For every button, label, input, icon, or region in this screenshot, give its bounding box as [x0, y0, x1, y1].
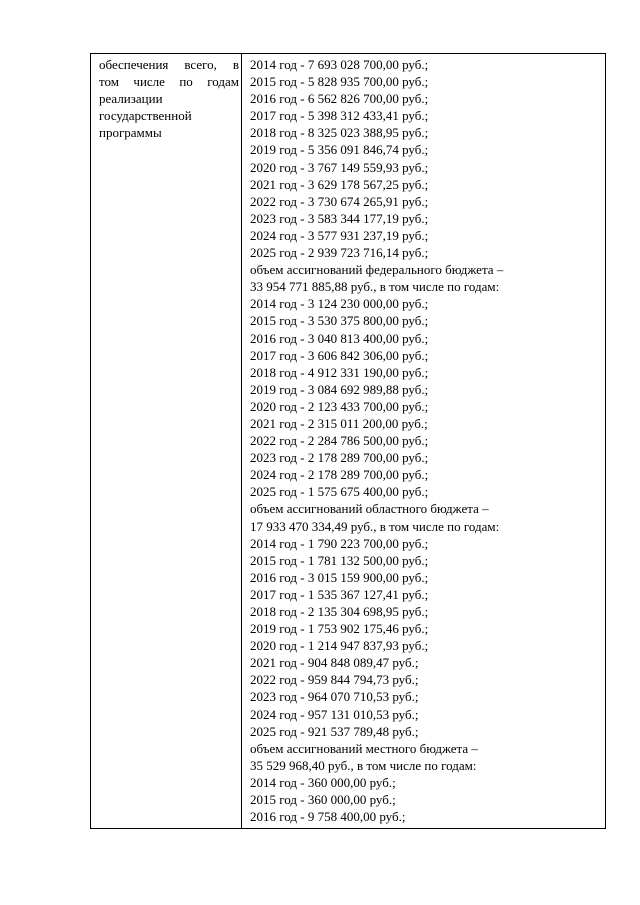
value-line: 2017 год - 1 535 367 127,41 руб.; [250, 586, 429, 602]
value-line: 2020 год - 1 214 947 837,93 руб.; [250, 638, 429, 654]
label-word: числе [133, 74, 165, 90]
value-line: 2024 год - 2 178 289 700,00 руб.; [250, 467, 429, 483]
column-divider [241, 54, 242, 828]
value-line: 2017 год - 5 398 312 433,41 руб.; [250, 108, 429, 124]
label-word: том [99, 74, 119, 90]
value-line: 2018 год - 2 135 304 698,95 руб.; [250, 604, 429, 619]
label-line [99, 56, 239, 73]
value-line: 2020 год - 3 767 149 559,93 руб.; [250, 159, 429, 175]
value-line: 2023 год - 964 070 710,53 руб.; [250, 689, 419, 705]
funding-label-cell [99, 56, 239, 141]
funding-values-cell [250, 56, 602, 825]
value-line: 2025 год - 2 939 723 716,14 руб.; [250, 245, 429, 261]
funding-table [90, 53, 606, 829]
value-line: 2016 год - 6 562 826 700,00 руб.; [250, 91, 429, 107]
label-word: всего, [184, 57, 217, 72]
value-line: 2019 год - 1 753 902 175,46 руб.; [250, 621, 429, 637]
value-line: 2021 год - 3 629 178 567,25 руб.; [250, 176, 429, 192]
value-line: 2015 год - 5 828 935 700,00 руб.; [250, 74, 429, 90]
value-line: 2017 год - 3 606 842 306,00 руб.; [250, 347, 429, 363]
value-line: 2022 год - 2 284 786 500,00 руб.; [250, 433, 429, 449]
value-line: объем ассигнований местного бюджета – [250, 740, 478, 756]
label-line [99, 73, 239, 90]
value-line: 17 933 470 334,49 руб., в том числе по годам: [250, 518, 500, 534]
value-line: 33 954 771 885,88 руб., в том числе по годам: [250, 279, 500, 295]
label-line [99, 107, 239, 124]
label-word: программы [99, 125, 162, 141]
value-line: 2016 год - 3 015 159 900,00 руб.; [250, 569, 429, 585]
value-line: 2019 год - 5 356 091 846,74 руб.; [250, 142, 429, 158]
label-word: в [232, 57, 239, 72]
value-line: 2024 год - 957 131 010,53 руб.; [250, 706, 419, 722]
value-line: 2014 год - 7 693 028 700,00 руб.; [250, 57, 429, 72]
label-word: обеспечения [99, 57, 169, 72]
value-line: 2019 год - 3 084 692 989,88 руб.; [250, 381, 429, 397]
label-word: реализации [99, 91, 163, 107]
value-line: 2023 год - 2 178 289 700,00 руб.; [250, 450, 429, 466]
value-line: 2015 год - 360 000,00 руб.; [250, 792, 396, 808]
value-line: 2025 год - 921 537 789,48 руб.; [250, 723, 419, 739]
value-line: 2022 год - 959 844 794,73 руб.; [250, 672, 419, 688]
value-line: 2014 год - 1 790 223 700,00 руб.; [250, 535, 429, 551]
label-line [99, 124, 239, 141]
value-line: 2021 год - 2 315 011 200,00 руб.; [250, 415, 428, 431]
label-word: годам [207, 74, 239, 90]
label-word: государственной [99, 108, 192, 124]
value-line: 2021 год - 904 848 089,47 руб.; [250, 655, 419, 671]
value-line: 2020 год - 2 123 433 700,00 руб.; [250, 398, 429, 414]
value-line: объем ассигнований федерального бюджета – [250, 262, 504, 278]
label-line [99, 90, 239, 107]
value-line: 2024 год - 3 577 931 237,19 руб.; [250, 227, 429, 243]
value-line: 2022 год - 3 730 674 265,91 руб.; [250, 193, 429, 209]
value-line: 2014 год - 360 000,00 руб.; [250, 774, 396, 790]
value-line: 2015 год - 3 530 375 800,00 руб.; [250, 313, 429, 329]
value-line: 2025 год - 1 575 675 400,00 руб.; [250, 484, 429, 500]
label-word: по [179, 74, 193, 90]
value-line: 2018 год - 8 325 023 388,95 руб.; [250, 125, 429, 141]
value-line: 2023 год - 3 583 344 177,19 руб.; [250, 210, 429, 226]
value-line: 2014 год - 3 124 230 000,00 руб.; [250, 296, 429, 312]
value-line: объем ассигнований областного бюджета – [250, 501, 489, 517]
value-line: 2018 год - 4 912 331 190,00 руб.; [250, 364, 429, 380]
value-line: 35 529 968,40 руб., в том числе по годам: [250, 757, 477, 773]
value-line: 2016 год - 3 040 813 400,00 руб.; [250, 330, 429, 346]
value-line: 2015 год - 1 781 132 500,00 руб.; [250, 552, 429, 568]
value-line: 2016 год - 9 758 400,00 руб.; [250, 809, 406, 825]
